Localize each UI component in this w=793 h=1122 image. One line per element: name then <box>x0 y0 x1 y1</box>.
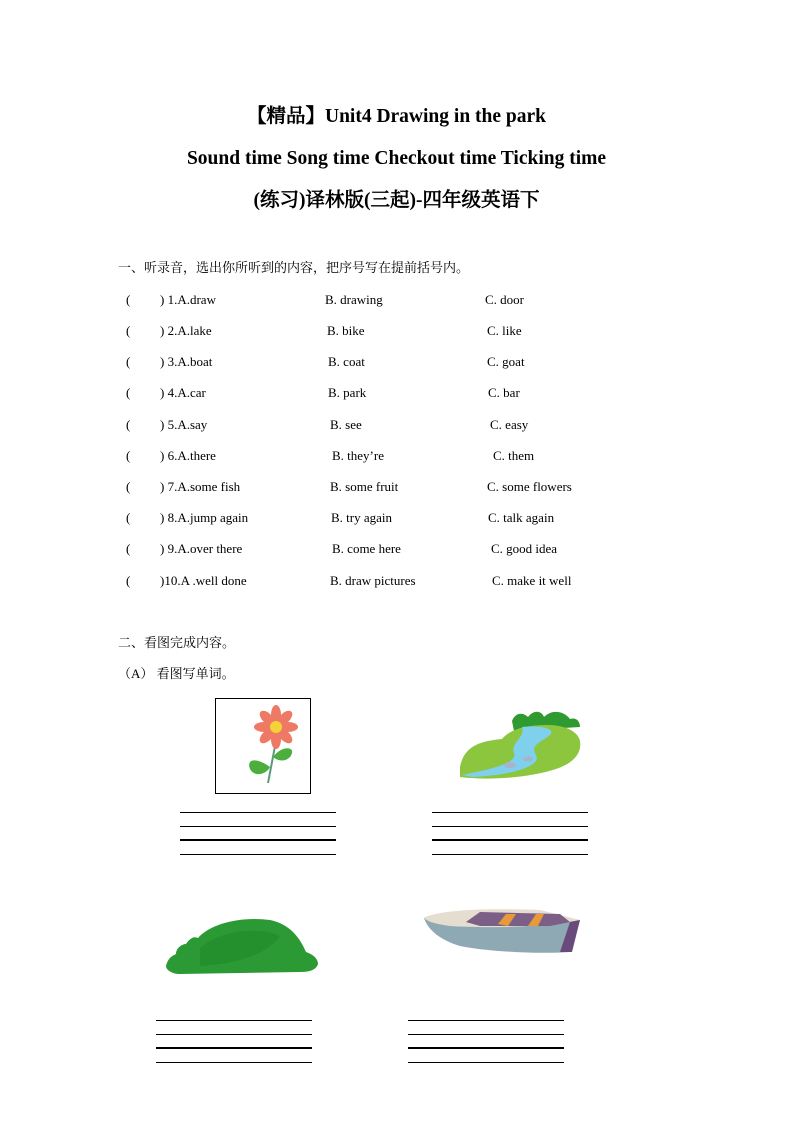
option-b: B. they’re <box>332 448 384 463</box>
option-c: C. talk again <box>488 510 555 525</box>
option-c: C. good idea <box>491 541 558 556</box>
option-c: C. goat <box>487 354 525 369</box>
option-b: B. some fruit <box>330 479 399 494</box>
answer-blank[interactable]: ( <box>126 323 131 338</box>
answer-blank[interactable]: ( <box>126 292 131 307</box>
option-a: ) 9.A.over there <box>160 541 243 556</box>
bush-icon <box>160 908 325 978</box>
option-a: )10.A .well done <box>160 573 247 588</box>
option-a: ) 3.A.boat <box>160 354 213 369</box>
option-a: ) 6.A.there <box>160 448 216 463</box>
option-b: B. come here <box>332 541 401 556</box>
flower-picture <box>215 698 311 794</box>
option-a: ) 1.A.draw <box>160 292 216 307</box>
option-a: ) 4.A.car <box>160 385 206 400</box>
question-row <box>126 292 606 308</box>
question-row <box>126 323 606 339</box>
bush-picture <box>160 908 325 978</box>
option-a: ) 2.A.lake <box>160 323 212 338</box>
option-b: B. try again <box>331 510 393 525</box>
boat-picture <box>420 902 590 962</box>
answer-blank[interactable]: ( <box>126 510 131 525</box>
option-c: C. make it well <box>492 573 572 588</box>
option-c: C. bar <box>488 385 520 400</box>
option-c: C. easy <box>490 417 529 432</box>
answer-blank[interactable]: ( <box>126 417 131 432</box>
option-b: B. see <box>330 417 362 432</box>
question-row <box>126 417 606 433</box>
question-row <box>126 573 606 589</box>
option-b: B. coat <box>328 354 365 369</box>
section1-heading: 一、听录音，选出你所听到的内容，把序号写在提前括号内。 <box>118 260 470 275</box>
option-b: B. bike <box>327 323 365 338</box>
boat-icon <box>420 902 590 962</box>
answer-blank[interactable]: ( <box>126 541 131 556</box>
option-a: ) 8.A.jump again <box>160 510 249 525</box>
answer-blank[interactable]: ( <box>126 448 131 463</box>
question-row <box>126 510 606 526</box>
question-row <box>126 354 606 370</box>
question-row <box>126 385 606 401</box>
option-a: ) 5.A.say <box>160 417 208 432</box>
river-picture <box>452 705 587 785</box>
flower-icon <box>216 699 310 793</box>
option-b: B. draw pictures <box>330 573 416 588</box>
answer-blank[interactable]: ( <box>126 354 131 369</box>
page-title: 【精品】Unit4 Drawing in the park <box>246 106 547 127</box>
answer-blank[interactable]: ( <box>126 573 131 588</box>
option-b: B. park <box>328 385 367 400</box>
option-c: C. door <box>485 292 524 307</box>
option-a: ) 7.A.some fish <box>160 479 241 494</box>
option-b: B. drawing <box>325 292 383 307</box>
section2-subheading: （A） 看图写单词。 <box>118 666 235 681</box>
option-c: C. them <box>493 448 535 463</box>
section2-heading: 二、看图完成内容。 <box>118 635 236 650</box>
answer-blank[interactable]: ( <box>126 385 131 400</box>
page-subtitle: Sound time Song time Checkout time Ticking time <box>186 148 607 169</box>
question-row <box>126 448 606 464</box>
option-c: C. some flowers <box>487 479 572 494</box>
question-row <box>126 541 606 557</box>
river-icon <box>452 705 587 785</box>
option-c: C. like <box>487 323 522 338</box>
page-subtitle-chinese: (练习)译林版(三起)-四年级英语下 <box>253 190 540 211</box>
question-row <box>126 479 606 495</box>
answer-blank[interactable]: ( <box>126 479 131 494</box>
